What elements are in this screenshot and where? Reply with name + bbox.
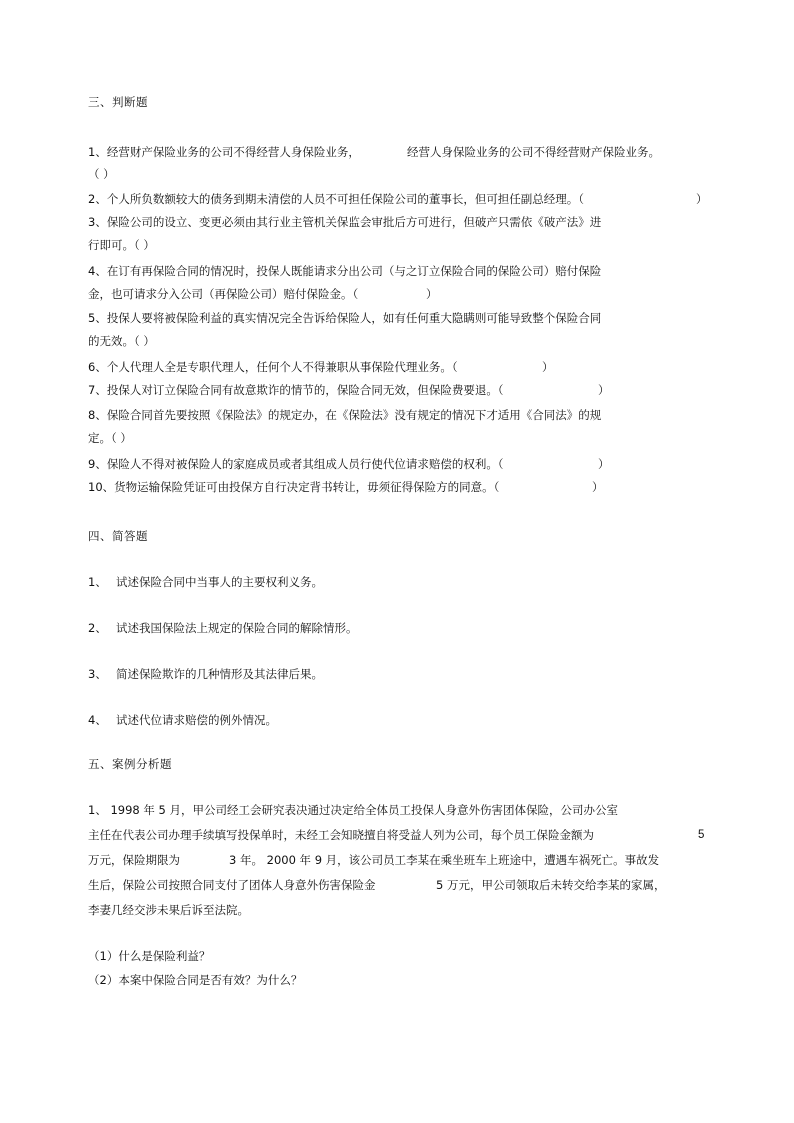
q6-close-paren: ） xyxy=(542,360,554,374)
q7-close-paren: ） xyxy=(598,383,610,397)
q8-line1: 8、保险合同首先要按照《保险法》的规定办，在《保险法》没有规定的情况下才适用《合同法》的规 xyxy=(88,408,602,422)
short-answer-3-num: 3、 xyxy=(88,667,107,681)
section-title-short-answer: 四、简答题 xyxy=(88,529,148,543)
q9-close-paren: ） xyxy=(598,457,610,471)
q1-part-a: 1、经营财产保险业务的公司不得经营人身保险业务， xyxy=(88,145,360,159)
q3-line1: 3、保险公司的设立、变更必须由其行业主管机关保监会审批后方可进行，但破产只需依《破产法》进 xyxy=(88,215,602,229)
short-answer-2-text: 试述我国保险法上规定的保险合同的解除情形。 xyxy=(116,621,358,635)
case-line2-amount: 5 xyxy=(698,829,705,841)
short-answer-1-num: 1、 xyxy=(88,575,107,589)
q1-answer-paren: （ ） xyxy=(88,167,115,181)
q3-line2: 行即可。（ ） xyxy=(88,238,155,252)
q2-close-paren: ） xyxy=(696,192,708,206)
q10-close-paren: ） xyxy=(592,480,604,494)
q5-line2: 的无效。（ ） xyxy=(88,334,155,348)
short-answer-4-text: 试述代位请求赔偿的例外情况。 xyxy=(116,713,277,727)
case-line3-a: 万元，保险期限为 xyxy=(88,853,180,867)
q6-text: 6、个人代理人全是专职代理人，任何个人不得兼职从事保险代理业务。（ xyxy=(88,360,458,374)
q4-line2: 金，也可请求分入公司（再保险公司）赔付保险金。（ xyxy=(88,287,359,301)
short-answer-1-text: 试述保险合同中当事人的主要权利义务。 xyxy=(116,575,323,589)
q8-line2: 定。（ ） xyxy=(88,431,132,445)
case-question-2: （2）本案中保险合同是否有效？为什么？ xyxy=(88,973,303,987)
q5-line1: 5、投保人要将被保险利益的真实情况完全告诉给保险人，如有任何重大隐瞒则可能导致整个保险合同 xyxy=(88,311,602,325)
q4-line1: 4、在订有再保险合同的情况时，投保人既能请求分出公司（与之订立保险合同的保险公司）赔付保险 xyxy=(88,264,602,278)
case-line3-b: 3 年。 2000 年 9 月，该公司员工李某在乘坐班车上班途中，遭遇车祸死亡。事故发 xyxy=(229,853,660,867)
case-line1: 1、 1998 年 5 月，甲公司经工会研究表决通过决定给全体员工投保人身意外伤害团体保险，公司办公室 xyxy=(88,803,619,817)
case-line4-a: 生后，保险公司按照合同支付了团体人身意外伤害保险金 xyxy=(88,878,376,892)
q10-text: 10、货物运输保险凭证可由投保方自行决定背书转让，毋须征得保险方的同意。（ xyxy=(88,480,500,494)
q7-text: 7、投保人对订立保险合同有故意欺诈的情节的，保险合同无效，但保险费要退。（ xyxy=(88,383,504,397)
q9-text: 9、保险人不得对被保险人的家庭成员或者其组成人员行使代位请求赔偿的权利。（ xyxy=(88,457,504,471)
short-answer-4-num: 4、 xyxy=(88,713,107,727)
case-line5: 李妻几经交涉未果后诉至法院。 xyxy=(88,903,249,917)
short-answer-3-text: 简述保险欺诈的几种情形及其法律后果。 xyxy=(116,667,323,681)
section-title-case-analysis: 五、案例分析题 xyxy=(88,757,172,771)
q4-close-paren: ） xyxy=(426,287,438,301)
short-answer-2-num: 2、 xyxy=(88,621,107,635)
section-title-judgment: 三、判断题 xyxy=(88,95,148,109)
q1-part-b: 经营人身保险业务的公司不得经营财产保险业务。 xyxy=(407,145,660,159)
case-question-1: （1）什么是保险利益？ xyxy=(88,949,211,963)
case-line2: 主任在代表公司办理手续填写投保单时，未经工会知晓擅自将受益人列为公司，每个员工保险金额为 xyxy=(88,828,594,842)
q2-text: 2、个人所负数额较大的债务到期未清偿的人员不可担任保险公司的董事长，但可担任副总经理。（ xyxy=(88,192,585,206)
case-line4-b: 5 万元，甲公司领取后未转交给李某的家属， xyxy=(436,878,666,892)
